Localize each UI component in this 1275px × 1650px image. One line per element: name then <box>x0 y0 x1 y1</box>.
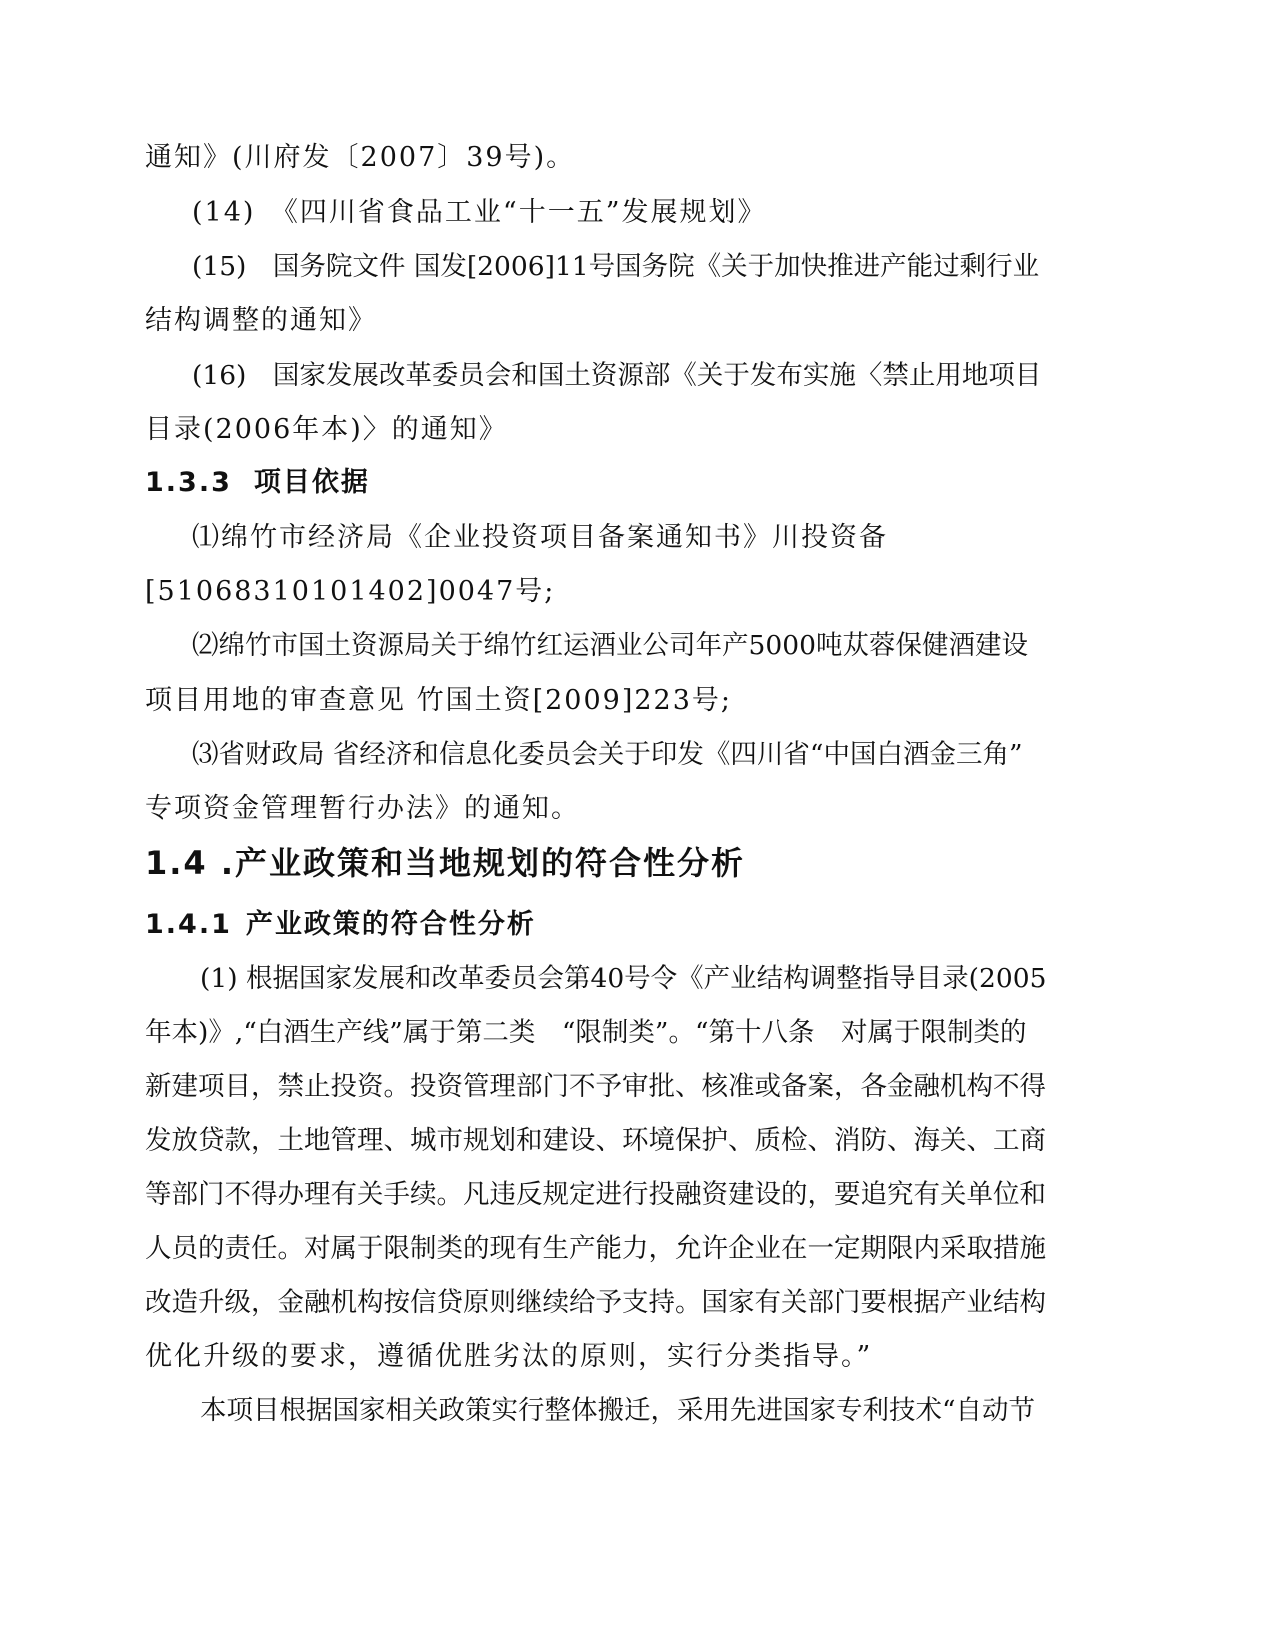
text-line: 通知》(川府发〔2007〕39号)。 <box>145 142 576 173</box>
text-line: (14) 《四川省食品工业“十一五”发展规划》 <box>192 197 767 228</box>
text-line: (15) 国务院文件 国发[2006]11号国务院《关于加快推进产能过剩行业 <box>192 251 1040 282</box>
text-line: 人员的责任。对属于限制类的现有生产能力，允许企业在一定期限内采取措施 <box>145 1233 1046 1264</box>
text-line: 年本)》,“白酒生产线”属于第二类 “限制类”。“第十八条 对属于限制类的 <box>145 1017 1027 1048</box>
text-line: ⑶省财政局 省经济和信息化委员会关于印发《四川省“中国白酒金三角” <box>192 739 1023 770</box>
text-line: (1) 根据国家发展和改革委员会第40号令《产业结构调整指导目录(2005 <box>200 963 1047 994</box>
text-line: 结构调整的通知》 <box>145 305 377 336</box>
text-line: 目录(2006年本)〉的通知》 <box>145 414 508 445</box>
text-line: 发放贷款，土地管理、城市规划和建设、环境保护、质检、消防、海关、工商 <box>145 1125 1046 1156</box>
section-number: 1.4 . <box>145 844 235 882</box>
section-title: 产业政策的符合性分析 <box>245 909 536 940</box>
text-line: 改造升级，金融机构按信贷原则继续给予支持。国家有关部门要根据产业结构 <box>145 1287 1046 1318</box>
text-line: [51068310101402]0047号; <box>145 576 556 607</box>
section-heading-1-4-1 <box>145 908 536 942</box>
section-title: 产业政策和当地规划的符合性分析 <box>234 844 745 882</box>
text-line: ⑴绵竹市经济局《企业投资项目备案通知书》川投资备 <box>192 522 888 553</box>
text-line: 新建项目，禁止投资。投资管理部门不予审批、核准或备案，各金融机构不得 <box>145 1071 1046 1102</box>
section-title: 项目依据 <box>253 467 370 498</box>
section-number: 1.3.3 <box>145 467 232 498</box>
text-line: ⑵绵竹市国土资源局关于绵竹红运酒业公司年产5000吨苁蓉保健酒建设 <box>192 630 1028 661</box>
text-line: 专项资金管理暂行办法》的通知。 <box>145 793 580 824</box>
text-line: 项目用地的审查意见 竹国土资[2009]223号; <box>145 685 732 716</box>
text-line: 优化升级的要求，遵循优胜劣汰的原则，实行分类指导。” <box>145 1341 873 1372</box>
section-heading-1-3-3 <box>145 466 370 500</box>
section-heading-1-4 <box>145 843 745 883</box>
text-line: (16) 国家发展改革委员会和国土资源部《关于发布实施〈禁止用地项目 <box>192 360 1042 391</box>
text-line: 等部门不得办理有关手续。凡违反规定进行投融资建设的，要追究有关单位和 <box>145 1179 1046 1210</box>
text-line: 本项目根据国家相关政策实行整体搬迁，采用先进国家专利技术“自动节 <box>200 1395 1036 1426</box>
section-number: 1.4.1 <box>145 909 232 940</box>
